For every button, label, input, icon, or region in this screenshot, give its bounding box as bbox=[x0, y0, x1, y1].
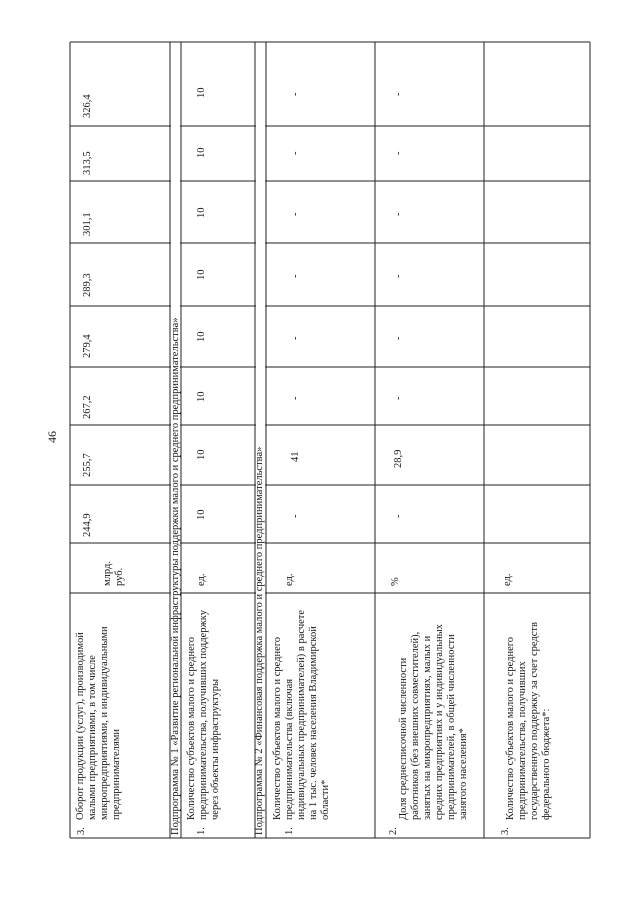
row-number: 1. bbox=[284, 827, 295, 835]
indicator-name: Количество субъектов малого и среднего предпринимательства, получивших поддержку через объекты инфраструктуры bbox=[186, 610, 221, 820]
value-cell: 10 bbox=[196, 269, 207, 280]
unit-label: % bbox=[390, 577, 401, 586]
subprogram-2-title: Подпрограмма № 2 «Финансовая поддержка малого и среднего предпринимательства» bbox=[254, 446, 265, 835]
value-cell: 244,9 bbox=[82, 513, 93, 537]
value-cell: 279,4 bbox=[82, 334, 93, 358]
value-cell: - bbox=[290, 212, 301, 216]
value-cell: 10 bbox=[196, 391, 207, 402]
row-number: 2. bbox=[388, 827, 399, 835]
value-cell: - bbox=[393, 336, 404, 340]
page-number: 46 bbox=[45, 431, 59, 443]
row-number: 1. bbox=[196, 827, 207, 835]
value-cell: 10 bbox=[196, 207, 207, 218]
value-cell: 255,7 bbox=[82, 453, 93, 477]
indicator-name: Количество субъектов малого и среднего предпринимательства, получивших государственную поддержку за счет средств федерального бюджета*: bbox=[505, 622, 552, 820]
subprogram-1-title: Подпрограмма № 1 «Развитие региональной инфраструктуры поддержки малого и среднего предпринимательства» bbox=[170, 317, 181, 835]
indicator-name: Доля среднесписочной численности работников (без внешних совместителей), занятых на микропредприятиях, малых и средних предприятиях и у индивидуальных предпринимателей, в общей численности занятого населения* bbox=[398, 624, 469, 820]
value-cell: 10 bbox=[196, 87, 207, 98]
value-cell: - bbox=[290, 151, 301, 155]
value-cell: - bbox=[290, 514, 301, 518]
value-cell: - bbox=[393, 514, 404, 518]
indicator-name: Оборот продукции (услуг), производимой малыми предприятиями, в том числе микропредприятиями, и индивидуальными предпринимателями bbox=[75, 626, 122, 820]
value-cell: 28,9 bbox=[393, 449, 404, 468]
value-cell: 289,3 bbox=[82, 273, 93, 297]
value-cell: - bbox=[393, 274, 404, 278]
row-number: 3. bbox=[500, 827, 511, 835]
value-cell: - bbox=[393, 396, 404, 400]
value-cell: 267,2 bbox=[82, 395, 93, 419]
unit-label: ед. bbox=[284, 573, 295, 586]
value-cell: 326,4 bbox=[82, 94, 93, 118]
row-number: 3. bbox=[76, 827, 87, 835]
value-cell: 10 bbox=[196, 331, 207, 342]
value-cell: 10 bbox=[196, 147, 207, 158]
value-cell: - bbox=[290, 336, 301, 340]
value-cell: 301,1 bbox=[82, 212, 93, 236]
indicator-name: Количество субъектов малого и среднего предпринимательства (включая индивидуальных предпринимателей) в расчете на 1 тыс. человек населения Владимирской области* bbox=[272, 609, 331, 820]
value-cell: - bbox=[393, 151, 404, 155]
unit-label: ед. bbox=[502, 573, 513, 586]
value-cell: - bbox=[290, 396, 301, 400]
value-cell: - bbox=[290, 92, 301, 96]
value-cell: - bbox=[290, 274, 301, 278]
value-cell: 313,5 bbox=[82, 151, 93, 175]
unit-label: ед. bbox=[196, 573, 207, 586]
value-cell: 10 bbox=[196, 449, 207, 460]
value-cell: 10 bbox=[196, 509, 207, 520]
value-cell: - bbox=[393, 212, 404, 216]
value-cell: - bbox=[393, 92, 404, 96]
value-cell: 41 bbox=[290, 451, 301, 462]
unit-label: млрд. руб. bbox=[102, 561, 125, 586]
